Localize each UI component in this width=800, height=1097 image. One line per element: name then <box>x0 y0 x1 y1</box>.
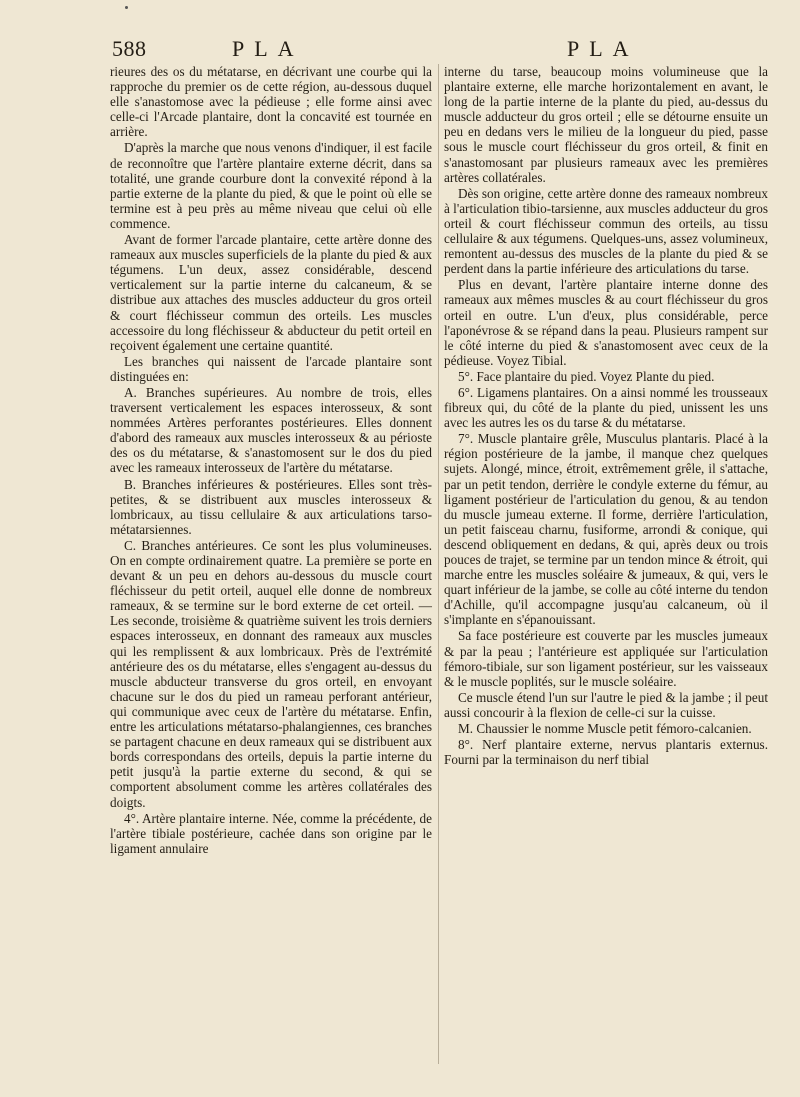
paragraph: interne du tarse, beaucoup moins volumineuse que la plantaire externe, elle marche horizontalement en avant, le long de la partie interne de la plante du pied, au-dessus du muscle adducteur du gros orteil ; elle se détourne ensuite un peu en dedans vers le milieu de la longueur du pied, passe sous le muscle court fléchisseur du gros orteil, & finit en s'anastomosant par plusieurs rameaux avec les premières artères collatérales. <box>444 64 768 185</box>
paragraph: Ce muscle étend l'un sur l'autre le pied & la jambe ; il peut aussi concourir à la flexion de celle-ci sur la cuisse. <box>444 689 768 720</box>
paragraph: Les branches qui naissent de l'arcade plantaire sont distinguées en: <box>110 353 432 384</box>
running-header <box>112 36 750 62</box>
paragraph: 4°. Artère plantaire interne. Née, comme la précédente, de l'artère tibiale postérieure, cachée dans son origine par le ligament annulaire <box>110 810 432 856</box>
paragraph: 6°. Ligamens plantaires. On a ainsi nommé les trousseaux fibreux qui, du côté de la plante du pied, unissent les uns avec les autres les os du tarse & du métatarse. <box>444 384 768 431</box>
paragraph: 7°. Muscle plantaire grêle, Musculus plantaris. Placé à la région postérieure de la jambe, il manque chez quelques sujets. Alongé, mince, étroit, extrêmement grêle, il s'attache, par un petit tendon, derrière le condyle externe du fémur, au ligament postérieur de l'articulation du genou, & au tendon du muscle jumeau externe. Il forme, derrière l'articulation, un petit faisceau charnu, fusiforme, arrondi & conique, qui descend obliquement en dedans, & qui, après deux ou trois pouces de trajet, se termine par un tendon mince & étroit, qui marche entre les muscles soléaire & jumeaux, & qui, vers le quart inférieur de la jambe, se colle au côté interne du tendon d'Achille, qu'il accompagne jusqu'au calcaneum, où il s'implante en s'épanouissant. <box>444 431 768 628</box>
paragraph: Sa face postérieure est couverte par les muscles jumeaux & par la peau ; l'antérieure est appliquée sur l'articulation fémoro-tibiale, sur son ligament postérieur, sur les vaisseaux & le muscle poplités, sur le muscle soléaire. <box>444 628 768 689</box>
paragraph: D'après la marche que nous venons d'indiquer, il est facile de reconnoître que l'artère plantaire externe décrit, dans sa totalité, une grande courbure dont la convexité répond à la partie externe de la plante du pied, & que le point où elle se termine est à peu près au même niveau que celui où elle commence. <box>110 140 432 231</box>
paragraph: Avant de former l'arcade plantaire, cette artère donne des rameaux aux muscles superficiels de la plante du pied & aux tégumens. L'un deux, assez considérable, descend verticalement sur la partie interne du calcaneum, & se distribue aux attaches des muscles adducteur du gros orteil & court fléchisseur commun des orteils. Les muscles accessoire du long fléchisseur & abducteur du petit orteil en reçoivent également une certaine quantité. <box>110 232 432 353</box>
column-divider <box>438 64 439 1064</box>
right-column <box>444 64 768 768</box>
paragraph: Plus en devant, l'artère plantaire interne donne des rameaux aux mêmes muscles & au court fléchisseur du gros orteil en outre. L'un d'eux, plus considérable, perce l'aponévrose & se répand dans la peau. Plusieurs rampent sur le côté interne du pied & s'anastomosent avec ceux de la pédieuse. Voyez Tibial. <box>444 277 768 368</box>
headword-left: PLA <box>232 36 304 61</box>
ink-dot <box>125 6 128 9</box>
paragraph: 8°. Nerf plantaire externe, nervus plantaris externus. Fourni par la terminaison du nerf tibial <box>444 737 768 768</box>
paragraph: 5°. Face plantaire du pied. Voyez Plante du pied. <box>458 368 715 384</box>
paragraph: B. Branches inférieures & postérieures. Elles sont très-petites, & se distribuent aux muscles interosseux & lombricaux, au tissu cellulaire & aux articulations tarso-métatarsiennes. <box>110 476 432 537</box>
left-column <box>110 64 432 857</box>
paragraph: A. Branches supérieures. Au nombre de trois, elles traversent verticalement les espaces interosseux, & sont nommées Artères perforantes postérieures. Elles donnent d'abord des rameaux aux muscles interosseux & au périoste des os du métatarse, & s'anastomosent sur le dos du pied avec les rameaux interosseux de l'artère du métatarse. <box>110 384 432 476</box>
paragraph: C. Branches antérieures. Ce sont les plus volumineuses. On en compte ordinairement quatre. La première se porte en devant & un peu en dehors au-dessous du muscle court fléchisseur du petit orteil, auquel elle donne de nombreux rameaux, & se termine sur le bord externe de cet orteil. —Les seconde, troisième & quatrième suivent les trois derniers espaces interosseux, en donnant des rameaux aux muscles qui les remplissent & aux lombricaux. Près de l'extrémité antérieure des os du métatarse, elles s'engagent au-dessus du muscle abducteur transverse du gros orteil, en envoyant chacune sur le dos du pied un rameau perforant antérieur, qui communique avec ceux de l'artère du métatarse. Enfin, entre les articulations métatarso-phalangiennes, ces branches se partagent chacune en deux rameaux qui se distribuent aux bords correspondans des orteils, depuis la partie interne du petit jusqu'à la partie externe du second, & qui se comportent absolument comme les artères collatérales des doigts. <box>110 537 432 810</box>
paragraph: M. Chaussier le nomme Muscle petit fémoro-calcanien. <box>458 721 752 737</box>
paragraph: Dès son origine, cette artère donne des rameaux nombreux à l'articulation tibio-tarsienne, aux muscles adducteur du gros orteil & court fléchisseur commun des orteils, au tissu cellulaire & aux tégumens. Quelques-uns, assez volumineux, remontent au-dessus des muscles de la plante du pied & se perdent dans la partie inférieure des articulations du tarse. <box>444 185 768 277</box>
paragraph: rieures des os du métatarse, en décrivant une courbe qui la rapproche du premier os de cette région, au-dessous duquel elle s'anastomose avec la pédieuse ; elle forme ainsi avec celle-ci l'Arcade plantaire, dont la concavité est tournée en arrière. <box>110 64 432 140</box>
page-number: 588 <box>112 36 147 61</box>
headword-right: PLA <box>567 36 639 61</box>
